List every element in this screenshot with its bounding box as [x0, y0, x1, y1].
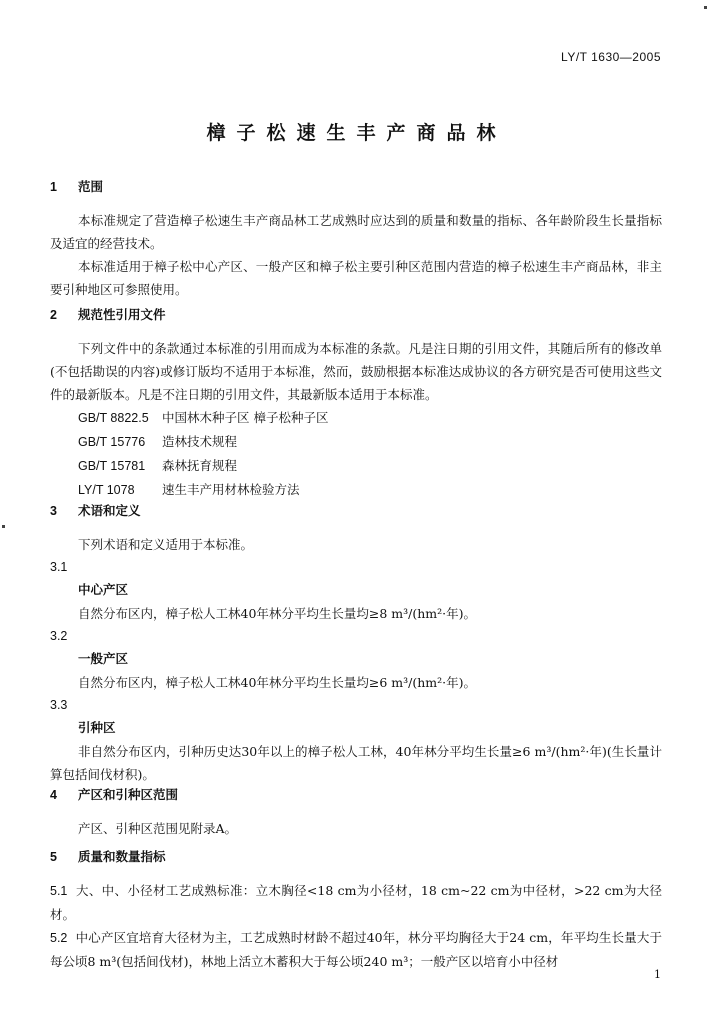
- section-3: [50, 500, 662, 786]
- term: 一般产区: [78, 652, 129, 666]
- definition: 自然分布区内，樟子松人工林40年林分平均生长量均≥6 m³/(hm²·年)。: [78, 675, 477, 690]
- term: 中心产区: [78, 583, 129, 597]
- paragraph: 下列文件中的条款通过本标准的引用而成为本标准的条款。凡是注日期的引用文件，其随后所有的修改单(不包括勘误的内容)或修订版均不适用于本标准，然而，鼓励根据本标准达成协议的各方研究是否可使用这些文件的最新版本。凡是不注日期的引用文件，其最新版本适用于本标准。: [50, 341, 662, 402]
- paragraph: 本标准适用于樟子松中心产区、一般产区和樟子松主要引种区范围内营造的樟子松速生丰产商品林，非主要引种地区可参照使用。: [50, 259, 662, 297]
- section-heading: 1 范围: [50, 180, 104, 194]
- section-1: [50, 176, 662, 301]
- section-2: [50, 304, 662, 502]
- section-heading: 4 产区和引种区范围: [50, 788, 179, 802]
- page-number: 1: [654, 968, 661, 981]
- standard-code: LY/T 1630—2005: [561, 50, 661, 64]
- term: 引种区: [78, 721, 116, 735]
- clause-number: 3.3: [50, 698, 68, 712]
- reference-item: GB/T 15776 造林技术规程: [78, 434, 238, 449]
- section-5: [50, 846, 662, 973]
- clause: 5.2 中心产区宜培育大径材为主，工艺成熟时材龄不超过40年，林分平均胸径大于24 cm，年平均生长量大于每公顷8 m³(包括间伐材)，林地上活立木蓄积大于每公顷240 m³；一般产区以培育小中径材: [50, 930, 663, 969]
- section-heading: 5 质量和数量指标: [50, 850, 166, 864]
- reference-item: LY/T 1078 速生丰产用材林检验方法: [78, 482, 300, 497]
- definition: 非自然分布区内，引种历史达30年以上的樟子松人工林，40年林分平均生长量≥6 m³/(hm²·年)(生长量计算包括间伐材积)。: [50, 744, 662, 782]
- section-heading: 3 术语和定义: [50, 504, 141, 518]
- section-4: [50, 784, 662, 840]
- clause: 5.1 大、中、小径材工艺成熟标准：立木胸径<18 cm为小径材，18 cm~22 cm为中径材，>22 cm为大径材。: [50, 883, 662, 922]
- paragraph: 产区、引种区范围见附录A。: [78, 821, 238, 836]
- document-title: 樟子松速生丰产商品林: [206, 122, 507, 144]
- paragraph: 本标准规定了营造樟子松速生丰产商品林工艺成熟时应达到的质量和数量的指标、各年龄阶段生长量指标及适宜的经营技术。: [50, 213, 662, 251]
- section-heading: 2 规范性引用文件: [50, 308, 166, 322]
- scan-speck: [704, 6, 707, 9]
- reference-item: GB/T 8822.5 中国林木种子区 樟子松种子区: [78, 410, 329, 425]
- scan-speck: [2, 525, 5, 528]
- clause-number: 3.2: [50, 629, 68, 643]
- paragraph: 下列术语和定义适用于本标准。: [78, 537, 254, 552]
- reference-item: GB/T 15781 森林抚育规程: [78, 458, 238, 473]
- definition: 自然分布区内，樟子松人工林40年林分平均生长量均≥8 m³/(hm²·年)。: [78, 606, 477, 621]
- clause-number: 3.1: [50, 560, 68, 574]
